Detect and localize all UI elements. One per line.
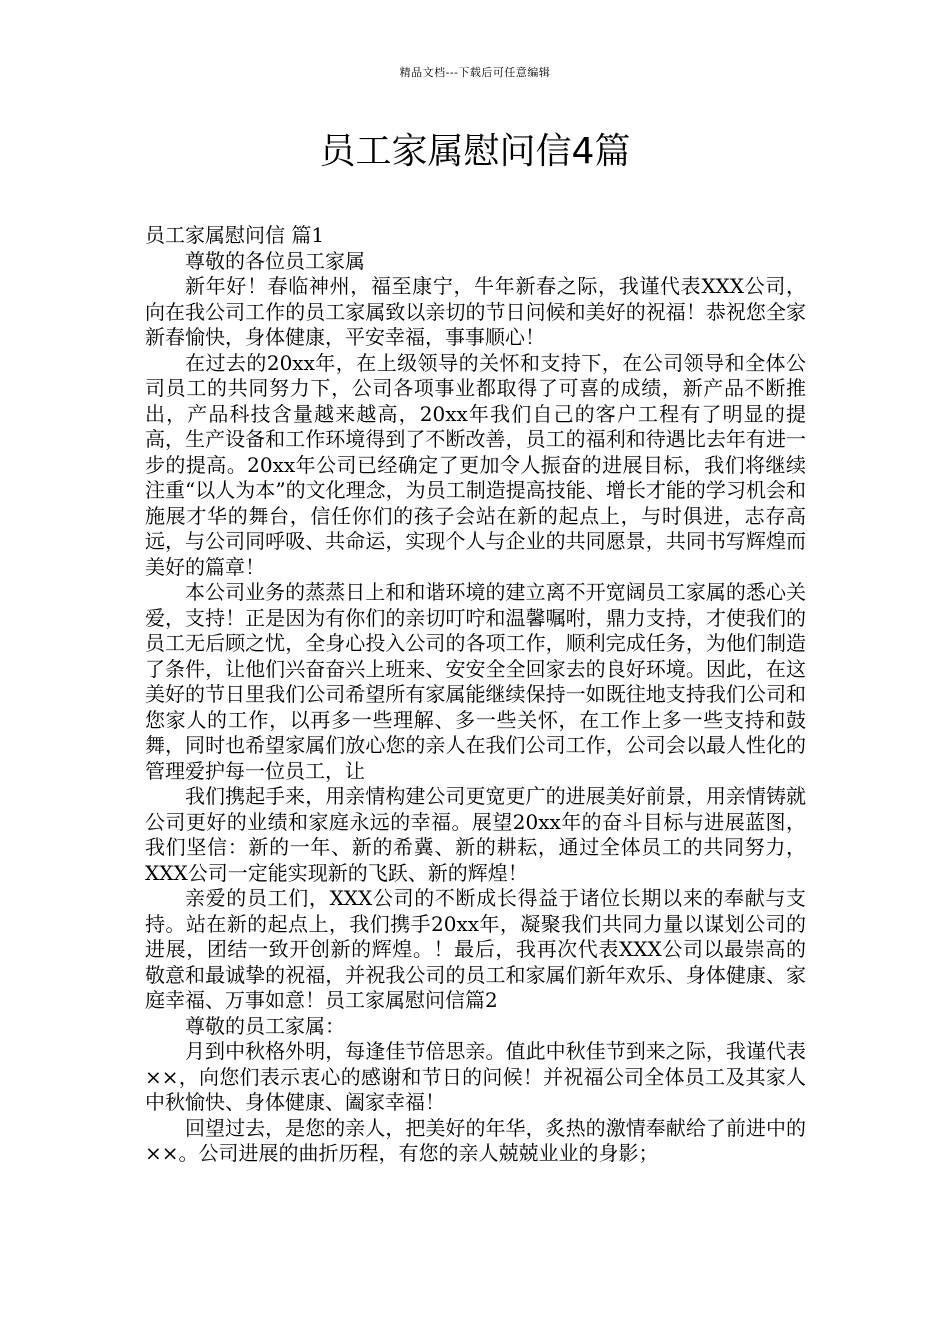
page-header-note: 精品文档---下载后可任意编辑: [399, 66, 551, 79]
body-paragraph: 我们携起手来，用亲情构建公司更宽更广的进展美好前景，用亲情铸就公司更好的业绩和家庭永远的幸福。展望20xx年的奋斗目标与进展蓝图，我们坚信：新的一年、新的希冀、新的耕耘，通过全体员工的共同努力，XXX公司一定能实现新的飞跃、新的辉煌！: [145, 784, 806, 885]
document-body: [145, 223, 806, 1167]
body-paragraph: 回望过去，是您的亲人，把美好的年华，炙热的激情奉献给了前进中的××。公司进展的曲折历程，有您的亲人兢兢业业的身影；: [145, 1115, 806, 1165]
body-paragraph: 新年好！春临神州，福至康宁，牛年新春之际，我谨代表XXX公司，向在我公司工作的员工家属致以亲切的节日问候和美好的祝福！恭祝您全家新春愉快，身体健康，平安幸福，事事顺心！: [145, 274, 806, 349]
body-paragraph: 月到中秋格外明，每逢佳节倍思亲。值此中秋佳节到来之际，我谨代表××，向您们表示衷心的感谢和节日的问候！并祝福公司全体员工及其家人中秋愉快、身体健康、阖家幸福！: [145, 1039, 806, 1114]
salutation-2: 尊敬的员工家属：: [185, 1013, 345, 1038]
document-title: 员工家属慰问信4篇: [319, 131, 631, 172]
body-paragraph: 在过去的20xx年，在上级领导的关怀和支持下，在公司领导和全体公司员工的共同努力下，公司各项事业都取得了可喜的成绩，新产品不断推出，产品科技含量越来越高，20xx年我们自己的客户工程有了明显的提高，生产设备和工作环境得到了不断改善，员工的福利和待遇比去年有进一步的提高。20xx年公司已经确定了更加令人振奋的进展目标，我们将继续注重“以人为本”的文化理念，为员工制造提高技能、增长才能的学习机会和施展才华的舞台，信任你们的孩子会站在新的起点上，与时俱进，志存高远，与公司同呼吸、共命运，实现个人与企业的共同愿景，共同书写辉煌而美好的篇章！: [145, 350, 806, 579]
salutation-1: 尊敬的各位员工家属: [185, 248, 365, 273]
body-paragraph: 本公司业务的蒸蒸日上和和谐环境的建立离不开宽阔员工家属的悉心关爱，支持！正是因为有你们的亲切叮咛和温馨嘱咐，鼎力支持，才使我们的员工无后顾之忧，全身心投入公司的各项工作，顺利完成任务，为他们制造了条件，让他们兴奋奋兴上班来、安安全全回家去的良好环境。因此，在这美好的节日里我们公司希望所有家属能继续保持一如既往地支持我们公司和您家人的工作，以再多一些理解、多一些关怀，在工作上多一些支持和鼓舞，同时也希望家属们放心您的亲人在我们公司工作，公司会以最人性化的管理爱护每一位员工，让: [145, 580, 806, 783]
section-heading-1: 员工家属慰问信 篇1: [145, 223, 325, 247]
body-paragraph: 亲爱的员工们，XXX公司的不断成长得益于诸位长期以来的奉献与支持。站在新的起点上，我们携手20xx年，凝聚我们共同力量以谋划公司的进展，团结一致开创新的辉煌。！最后，我再次代表XXX公司以最崇高的敬意和最诚挚的祝福，并祝我公司的员工和家属们新年欢乐、身体健康、家庭幸福、万事如意！员工家属慰问信篇2: [145, 886, 806, 1012]
